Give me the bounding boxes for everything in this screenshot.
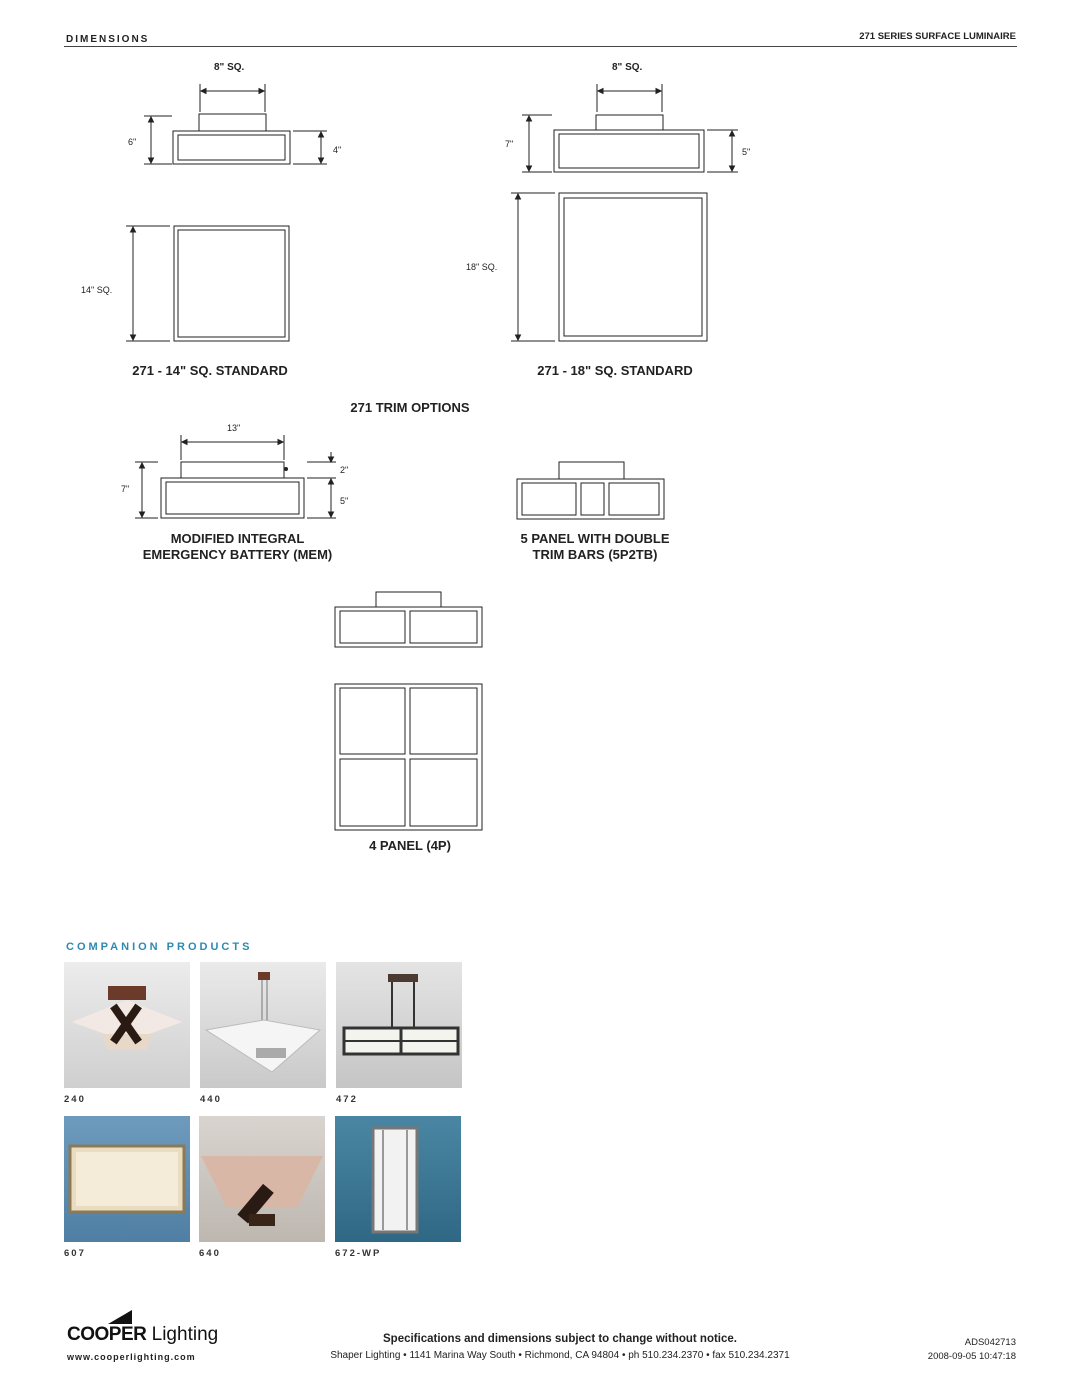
cooper-lighting-logo (67, 1324, 218, 1346)
std18-body-height: 5" (742, 147, 751, 157)
product-photo-472 (336, 962, 462, 1088)
std14-elevation (144, 84, 327, 164)
product-607-illustration (64, 1116, 190, 1242)
product-640-illustration (199, 1116, 325, 1242)
product-label-607: 607 (64, 1248, 86, 1259)
section-title: DIMENSIONS (66, 34, 150, 45)
mem-caption (110, 531, 365, 563)
std14-top-width: 8" SQ. (214, 62, 245, 73)
spec-notice: Specifications and dimensions subject to change without notice. (383, 1333, 737, 1345)
brand-light: Lighting (151, 1324, 219, 1345)
p4-elevation (335, 592, 482, 647)
std18-elevation (522, 84, 738, 172)
mem-body-height: 5" (340, 496, 349, 506)
cooper-logo-mark-icon (104, 1308, 134, 1324)
p4-plan (335, 684, 482, 830)
product-photo-240 (64, 962, 190, 1088)
std14-overall-height: 6" (128, 137, 137, 147)
p4-caption: 4 PANEL (4P) (369, 838, 451, 853)
mem-top-width: 13" (227, 423, 241, 433)
std14-plan-size: 14" SQ. (81, 285, 113, 295)
std18-top-width: 8" SQ. (612, 62, 643, 73)
mem-caption-line1: MODIFIED INTEGRAL (170, 531, 305, 546)
mem-elevation (135, 435, 336, 518)
document-timestamp: 2008-09-05 10:47:18 (927, 1351, 1016, 1362)
mem-caption-line2: EMERGENCY BATTERY (MEM) (142, 547, 333, 562)
p5-caption-line2: TRIM BARS (5P2TB) (532, 547, 658, 562)
std14-caption: 271 - 14" SQ. STANDARD (132, 363, 288, 378)
product-label-472: 472 (336, 1094, 358, 1105)
std18-overall-height: 7" (505, 139, 514, 149)
std18-plan (511, 193, 707, 341)
mem-canopy-height: 2" (340, 465, 349, 475)
product-label-440: 440 (200, 1094, 222, 1105)
p5-caption-line1: 5 PANEL WITH DOUBLE (520, 531, 670, 546)
product-photo-440 (200, 962, 326, 1088)
p5-elevation (517, 462, 664, 519)
product-photo-607 (64, 1116, 190, 1242)
product-label-640: 640 (199, 1248, 221, 1259)
product-472-illustration (336, 962, 462, 1088)
product-672-wp-illustration (335, 1116, 461, 1242)
product-photo-640 (199, 1116, 325, 1242)
companion-title: COMPANION PRODUCTS (66, 941, 253, 953)
product-photo-672-wp (335, 1116, 461, 1242)
website-url[interactable]: www.cooperlighting.com (67, 1352, 196, 1362)
brand-bold: COOPER (67, 1324, 147, 1345)
document-code: ADS042713 (964, 1337, 1016, 1348)
product-440-illustration (200, 962, 326, 1088)
mem-overall-height: 7" (121, 484, 130, 494)
product-240-illustration (64, 962, 190, 1088)
std18-plan-size: 18" SQ. (466, 262, 498, 272)
std14-body-height: 4" (333, 145, 342, 155)
product-label-672-wp: 672-WP (335, 1248, 382, 1259)
std18-caption: 271 - 18" SQ. STANDARD (537, 363, 693, 378)
trim-options-title: 271 TRIM OPTIONS (350, 400, 470, 415)
product-label-240: 240 (64, 1094, 86, 1105)
p5-caption (495, 531, 695, 563)
product-title: 271 SERIES SURFACE LUMINAIRE (859, 31, 1016, 42)
std14-plan (126, 226, 289, 341)
company-address: Shaper Lighting • 1141 Marina Way South • Richmond, CA 94804 • ph 510.234.2370 • fax 510.234.2371 (330, 1350, 790, 1361)
